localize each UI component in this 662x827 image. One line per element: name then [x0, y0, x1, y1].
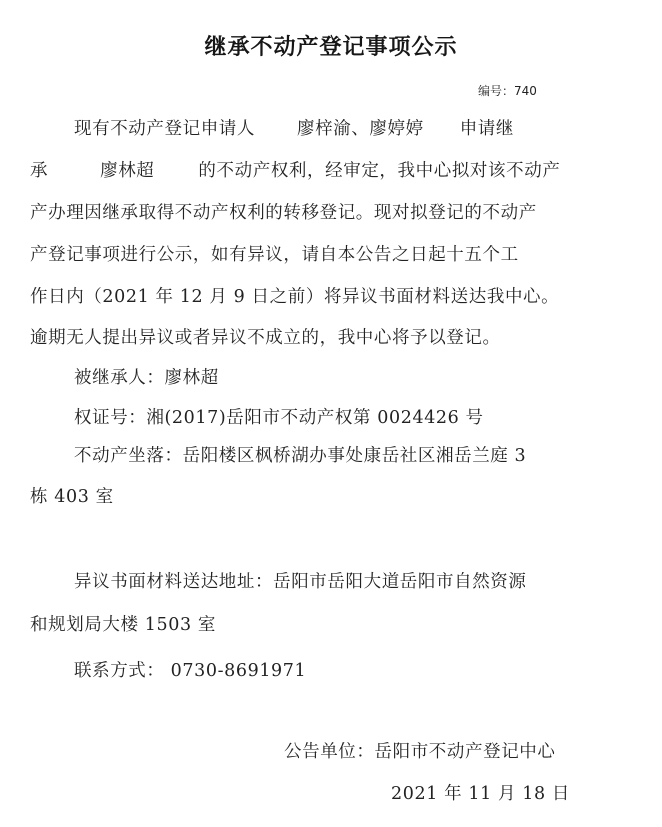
- para1-line2: [30, 159, 560, 183]
- para1-line3: 产办理因继承取得不动产权利的转移登记。现对拟登记的不动产: [30, 203, 537, 223]
- location-line2: 栋 403 室: [30, 487, 114, 507]
- document-number: 编号：740: [478, 84, 537, 98]
- location-line1: 不动产坐落：岳阳楼区枫桥湖办事处康岳社区湘岳兰庭 3: [74, 446, 527, 466]
- inherit-char: 承: [30, 161, 49, 181]
- para1-line4: 产登记事项进行公示，如有异议，请自本公告之日起十五个工: [30, 245, 519, 265]
- issuer-line: 公告单位：岳阳市不动产登记中心: [284, 742, 556, 762]
- contact-line: 联系方式： 0730-8691971: [74, 661, 307, 681]
- objection-address-line1: 异议书面材料送达地址：岳阳市岳阳大道岳阳市自然资源: [74, 572, 527, 592]
- apply-text: 申请继: [459, 119, 515, 139]
- inheritee-line: 被继承人：廖林超: [74, 368, 219, 388]
- para1-line1: [74, 117, 514, 141]
- intro-text: 现有不动产登记申请人: [74, 119, 255, 139]
- applicant-names: 廖梓渝、廖婷婷: [297, 119, 424, 139]
- objection-address-line2: 和规划局大楼 1503 室: [30, 615, 216, 635]
- deceased-name: 廖林超: [100, 161, 155, 181]
- notice-title: 继承不动产登记事项公示: [204, 35, 458, 60]
- right-text: 的不动产权利，经审定，我中心拟对该不动产: [198, 161, 561, 181]
- date-line: 2021 年 11 月 18 日: [391, 784, 570, 804]
- para1-line5: 作日内（2021 年 12 月 9 日之前）将异议书面材料送达我中心。: [30, 287, 560, 307]
- certificate-line: 权证号：湘(2017)岳阳市不动产权第 0024426 号: [74, 408, 484, 428]
- para1-line6: 逾期无人提出异议或者异议不成立的，我中心将予以登记。: [30, 328, 501, 348]
